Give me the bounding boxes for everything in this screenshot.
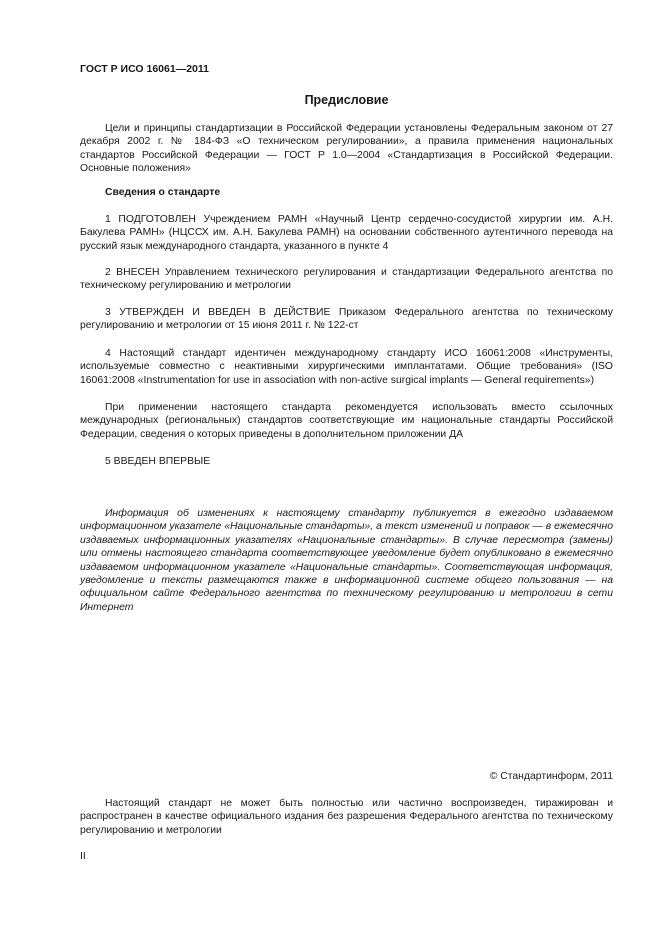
- item-1-paragraph: 1 ПОДГОТОВЛЕН Учреждением РАМН «Научный Центр сердечно-сосудистой хирургии им. А.Н. Бакулева РАМН» (НЦССХ им. А.Н. Бакулева РАМН) на основании собственного аутентичного перевода на русский язык международного стандарта, указанного в пункте 4: [80, 214, 613, 252]
- intro-paragraph: Цели и принципы стандартизации в Российской Федерации установлены Федеральным законом от 27 декабря 2002 г. № 184-ФЗ «О техническом регулировании», а правила применения национальных стандартов Российской Федерации — ГОСТ Р 1.0—2004 «Стандартизация в Российской Федерации. Основные положения»: [80, 123, 613, 175]
- document-header: ГОСТ Р ИСО 16061—2011: [80, 63, 209, 75]
- item-4-note-paragraph: При применении настоящего стандарта рекомендуется использовать вместо ссылочных международных (региональных) стандартов соответствующие им национальные стандарты Российской Федерации, сведения о которых приведены в дополнительном приложении ДА: [80, 402, 613, 440]
- reproduction-notice: Настоящий стандарт не может быть полностью или частично воспроизведен, тиражирован и распространен в качестве официального издания без разрешения Федерального агентства по техническому регулированию и метрологии: [80, 798, 613, 836]
- section-title: Предисловие: [304, 93, 389, 107]
- item-4-paragraph: 4 Настоящий стандарт идентичен международному стандарту ИСО 16061:2008 «Инструменты, используемые совместно с неактивными хирургическими имплантатами. Общие требования» (ISO 16061:2008 «Instrumentation for use in association with non-active surgical implants — General requirements»): [80, 348, 613, 386]
- item-2-paragraph: 2 ВНЕСЕН Управлением технического регулирования и стандартизации Федерального агентства по техническому регулированию и метрологии: [80, 267, 613, 292]
- item-5-paragraph: 5 ВВЕДЕН ВПЕРВЫЕ: [105, 456, 211, 467]
- standard-info-subheading: Сведения о стандарте: [105, 187, 221, 198]
- info-notice-paragraph: Информация об изменениях к настоящему стандарту публикуется в ежегодно издаваемом информационном указателе «Национальные стандарты», а текст изменений и поправок — в ежемесячно издаваемых информационных указателях «Национальные стандарты». В случае пересмотра (замены) или отмены настоящего стандарта соответствующее уведомление будет опубликовано в ежемесячно издаваемом информационном указателе «Национальные стандарты». Соответствующая информация, уведомление и тексты размещаются также в информационной системе общего пользования — на официальном сайте Федерального агентства по техническому регулированию и метрологии в сети Интернет: [80, 508, 613, 613]
- item-3-paragraph: 3 УТВЕРЖДЕН И ВВЕДЕН В ДЕЙСТВИЕ Приказом Федерального агентства по техническому регулированию и метрологии от 15 июня 2011 г. № 122-ст: [80, 307, 613, 332]
- page-number: II: [80, 851, 86, 862]
- copyright-notice: © Стандартинформ, 2011: [489, 771, 613, 782]
